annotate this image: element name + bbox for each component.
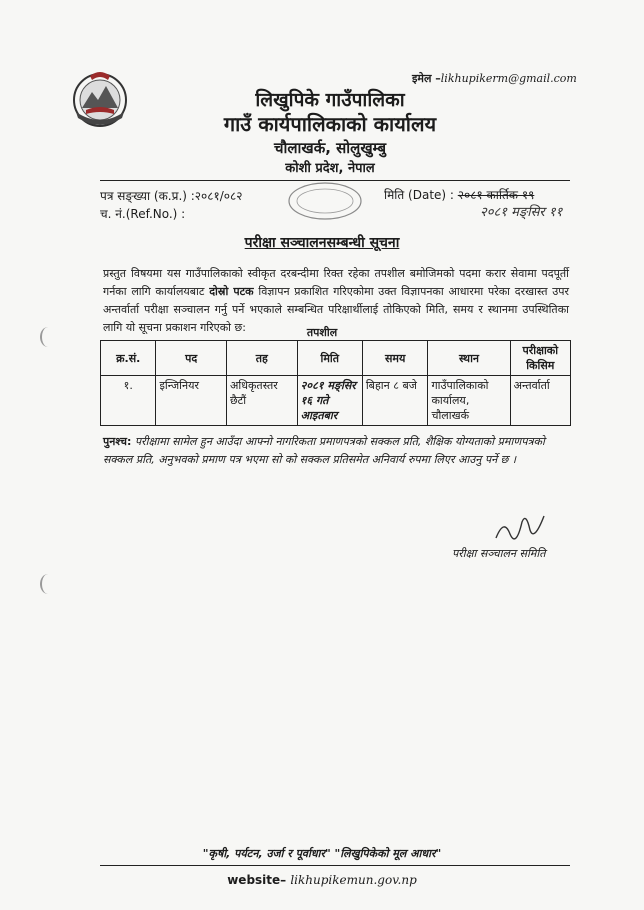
cell-level: अधिकृतस्तर छैटौं bbox=[226, 376, 297, 426]
subject-text: परीक्षा सञ्चालनसम्बन्धी सूचना bbox=[244, 235, 400, 251]
body-part-2: विज्ञापन प्रकाशित गरिएकोमा उक्त विज्ञापनका आधारमा परेका दरखास्त उपर अन्तर्वार्ता परीक्षा सञ्चालन गर्नु पर्ने भएकाले सम्बन्धित परिक्षार्थीलाई तोकिएको मिति, समय र स्थानमा उपस्थितिका लागि यो सूचना प्रकाशन गरिएको छ: bbox=[103, 285, 570, 334]
date-original: २०८१ कार्तिक १९ bbox=[457, 188, 535, 202]
website-value[interactable]: likhupikemun.gov.np bbox=[290, 873, 417, 887]
footer-motto: "कृषी, पर्यटन, उर्जा र पूर्वाधार" "लिखुपिकेको मूल आधार" bbox=[202, 847, 442, 860]
notice-subject bbox=[0, 233, 644, 252]
postscript-label: पुनश्च: bbox=[103, 435, 132, 448]
office-province: कोशी प्रदेश, नेपाल bbox=[285, 161, 375, 176]
binder-hole-bottom bbox=[40, 574, 56, 594]
cell-post: इन्जिनियर bbox=[156, 376, 227, 426]
header-time: समय bbox=[362, 341, 428, 376]
signature-icon bbox=[490, 508, 550, 546]
cell-exam-type: अन्तर्वार्ता bbox=[510, 376, 570, 426]
office-stamp-icon bbox=[286, 180, 364, 222]
website-label: website– bbox=[227, 873, 291, 887]
cell-time: बिहान ८ बजे bbox=[362, 376, 428, 426]
municipality-name: लिखुपिके गाउँपालिका bbox=[255, 89, 405, 111]
email-line bbox=[412, 71, 577, 86]
schedule-table bbox=[100, 340, 571, 426]
footer-website bbox=[0, 873, 644, 887]
cell-sn: १. bbox=[101, 376, 156, 426]
email-label: इमेल – bbox=[412, 72, 441, 85]
signatory: परीक्षा सञ्चालन समिति bbox=[452, 547, 546, 560]
header-post: पद bbox=[156, 341, 227, 376]
letter-number: पत्र सङ्ख्या (क.प्र.) :२०८१/०८२ bbox=[100, 189, 243, 203]
header-date: मिति bbox=[297, 341, 362, 376]
footer-divider bbox=[100, 865, 570, 866]
dispatch-number: च. नं.(Ref.No.) : bbox=[100, 207, 186, 221]
table-caption: तपशील bbox=[306, 326, 338, 339]
header-sn: क्र.सं. bbox=[101, 341, 156, 376]
date-field bbox=[384, 186, 534, 203]
date-handwritten: २०८१ मङ्सिर ११ bbox=[480, 205, 563, 220]
body-bold: दोस्रो पटक bbox=[209, 285, 254, 298]
office-location: चौलाखर्क, सोलुखुम्बु bbox=[273, 139, 387, 157]
header-exam-type: परीक्षाको किसिम bbox=[510, 341, 570, 376]
postscript bbox=[103, 433, 569, 469]
email-value[interactable]: likhupikerm@gmail.com bbox=[440, 72, 577, 85]
office-name: गाउँ कार्यपालिकाको कार्यालय bbox=[223, 112, 437, 136]
table-row bbox=[101, 376, 571, 426]
cell-date: २०८१ मङ्सिर १६ गते आइतबार bbox=[297, 376, 362, 426]
table-header-row bbox=[101, 341, 571, 376]
header-place: स्थान bbox=[428, 341, 510, 376]
header-level: तह bbox=[226, 341, 297, 376]
cell-place: गाउँपालिकाको कार्यालय, चौलाखर्क bbox=[428, 376, 510, 426]
nepal-emblem-icon bbox=[68, 66, 132, 130]
body-part-1: प्रस्तुत विषयमा यस गाउँपालिकाको स्वीकृत दरबन्दीमा रिक्त रहेका तपशील बमोजिमको पदमा करार सेवामा पदपूर्ती गर्नका लागि कार्यालयबाट bbox=[103, 267, 569, 298]
date-label: मिति (Date) : bbox=[384, 188, 458, 202]
postscript-text: परीक्षामा सामेल हुन आउँदा आफ्नो नागरिकता प्रमाणपत्रको सक्कल प्रति, शैक्षिक योग्यताको प्रमाणपत्रको सक्कल प्रति, अनुभवको प्रमाण पत्र भएमा सो को सक्कल प्रतिसमेत अनिवार्य रुपमा लिएर आउनु पर्ने छ । bbox=[103, 435, 545, 466]
